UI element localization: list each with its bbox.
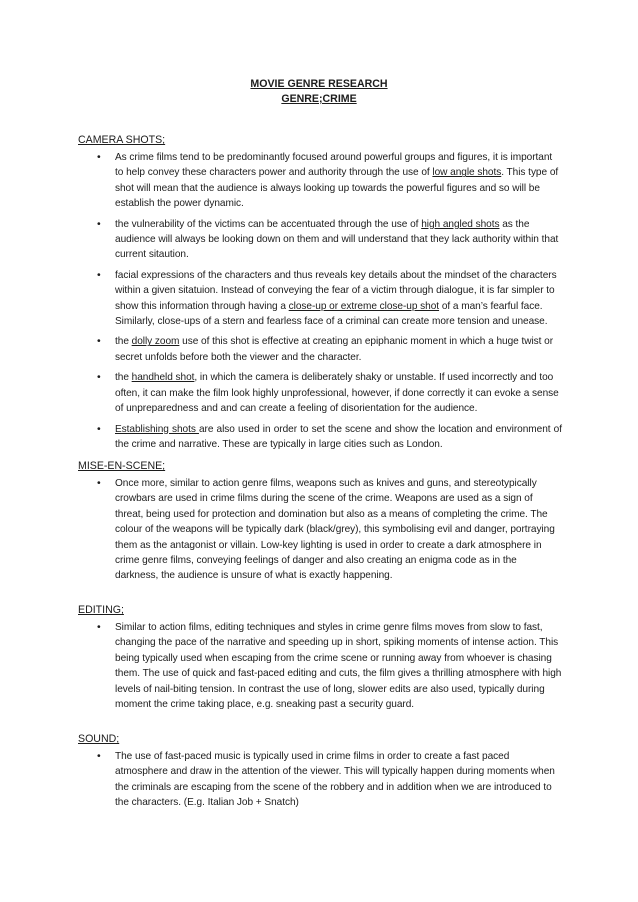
mise-en-scene-list bbox=[0, 476, 638, 584]
term-establishing-shots: Establishing shots bbox=[115, 423, 199, 435]
document-title: MOVIE GENRE RESEARCH bbox=[250, 78, 388, 90]
list-item: • facial expressions of the characters and thus reveals key details about the mindset of the characters within a given sitatuion. Instead of conveying the fear of a victim through dialogue, it is far simpler to show this information through having a close-up or extreme close-up shot of a man’s fearful face. Similarly, close-ups of a stern and fearless face of a criminal can create more tension and unease. bbox=[0, 268, 638, 330]
section-heading-editing: EDITING; bbox=[78, 604, 124, 616]
term-low-angle-shots: low angle shots bbox=[432, 167, 502, 179]
list-item: • As crime films tend to be predominantly focused around powerful groups and figures, it is important to help convey these characters power and authority through the use of low angle shots. This type of shot will mean that the audience is always looking up towards the powerful figures and so will be establish the power dynamic. bbox=[0, 150, 638, 212]
term-high-angled-shots: high angled shots bbox=[421, 218, 500, 230]
section-heading-camera-shots: CAMERA SHOTS; bbox=[78, 134, 166, 146]
camera-shots-list bbox=[0, 150, 638, 452]
editing-list bbox=[0, 620, 638, 712]
list-item: • The use of fast-paced music is typically used in crime films in order to create a fast paced atmosphere and draw in the attention of the viewer. This will typically happen during moments when the criminals are escaping from the scene of the robbery and in addition when we are introduced to the characters. (E.g. Italian Job + Snatch) bbox=[0, 749, 638, 811]
list-item: • the dolly zoom use of this shot is effective at creating an epiphanic moment in which a huge twist or secret unfolds before both the viewer and the character. bbox=[0, 334, 638, 365]
list-item: • the handheld shot, in which the camera is deliberately shaky or unstable. If used incorrectly and too often, it can make the film look highly unprofessional, however, if done correctly it can evoke a sense of unpreparedness and and can create a feeling of disorientation for the audience. bbox=[0, 370, 638, 416]
section-heading-sound: SOUND; bbox=[78, 733, 120, 745]
term-handheld-shot: handheld shot bbox=[131, 372, 195, 384]
term-close-up-shot: close-up or extreme close-up shot bbox=[288, 300, 440, 312]
list-item: • the vulnerability of the victims can be accentuated through the use of high angled shots as the audience will always be looking down on them and will understand that they lack authority within that current sitaution. bbox=[0, 217, 638, 263]
list-item: • Establishing shots are also used in order to set the scene and show the location and environment of the crime and narrative. These are typically in large cities such as London. bbox=[0, 422, 638, 453]
document-subtitle: GENRE;CRIME bbox=[281, 93, 357, 105]
list-item: • Once more, similar to action genre films, weapons such as knives and guns, and stereotypically crowbars are used in crime films during the scene of the crime. Weapons are used as a sign of threat, being used for protection and domination but also as a means of completing the crime. The colour of the weapons will be typically dark (black/grey), this symbolising evil and danger, portraying them as the antagonist or villain. Low-key lighting is used in order to create a dark atmosphere in crime genre films, conveying feelings of danger and also creating an enigma code as in the darkness, the audience is unsure of what is exactly happening. bbox=[0, 476, 638, 584]
sound-list bbox=[0, 749, 638, 811]
list-item: • Similar to action films, editing techniques and styles in crime genre films moves from slow to fast, changing the pace of the narrative and speeding up in short, spiking moments of intense action. This being typically used when escaping from the crime scene or running away from whoever is chasing them. The use of quick and fast-paced editing and cuts, the film gives a thrilling atmosphere with high levels of nail-biting tension. In contrast the use of long, slower edits are also used, typically during moment the crime taking place, e.g. sneaking past a security guard. bbox=[0, 620, 638, 712]
section-heading-mise-en-scene: MISE-EN-SCENE; bbox=[78, 460, 166, 472]
term-dolly-zoom: dolly zoom bbox=[131, 336, 180, 348]
